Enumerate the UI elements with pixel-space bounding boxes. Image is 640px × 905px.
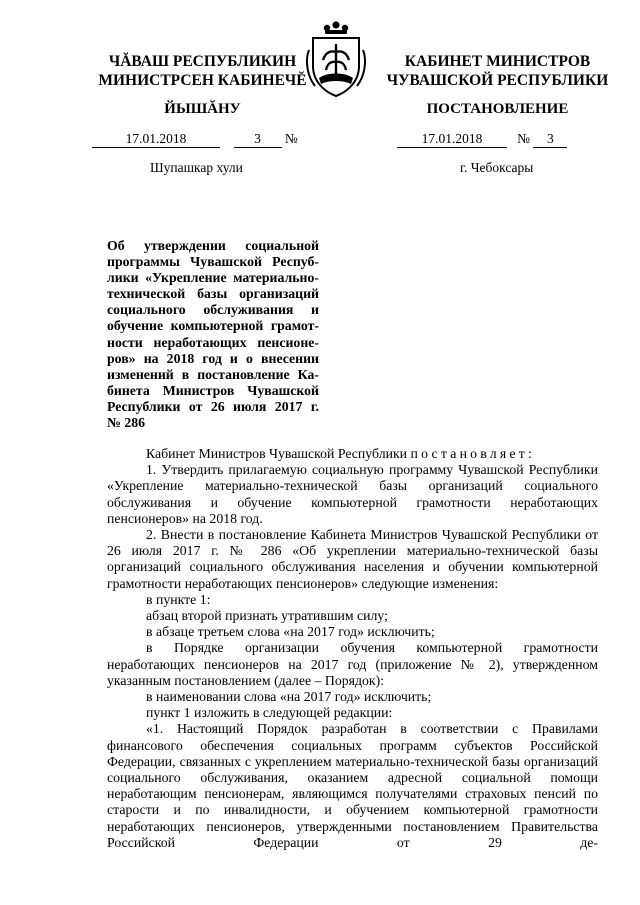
subject-line: обучение компьютерной грамот- (107, 318, 319, 334)
body-paragraph: «1. Настоящий Порядок разработан в соответствии с Правилами финансового обеспечения социальных программ субъектов Российской Федерации, связанных с укреплением материально-технической базы организаций социального обслуживания, оказанием адресной социальной помощи неработающим пенсионерам, являющимся получателями страховых пенсий по старости и по инвалидности, и обучением компьютерной грамотности неработающих пенсионеров, утвержденными постановлением Правительства Российской Федерации от 29 де- (107, 721, 598, 850)
registration-right (397, 131, 567, 148)
subject-line: изменений в постановление Ка- (107, 366, 319, 382)
body-paragraph: в абзаце третьем слова «на 2017 год» исключить; (146, 624, 435, 640)
body-paragraph: 2. Внести в постановление Кабинета Министров Чувашской Республики от 26 июля 2017 г. № 286 «Об укреплении материально-технической базы организаций социального обслуживания населения и обучении компьютерной грамотности неработающих пенсионеров» следующие изменения: (107, 527, 598, 591)
header-left-line-2: МИНИСТРСЕН КАБИНЕЧĔ (98, 72, 307, 89)
intro-prefix: Кабинет Министров Чувашской Республики (146, 446, 408, 461)
place-left: Шупашкар хули (150, 160, 243, 175)
header-right-line-2: ЧУВАШСКОЙ РЕСПУБЛИКИ (386, 72, 609, 89)
coat-of-arms-emblem (305, 20, 367, 98)
subject-line: технической базы организаций (107, 286, 319, 302)
document-subject (107, 238, 319, 431)
subject-line: Об утверждении социальной (107, 238, 319, 253)
subject-line: бинета Министров Чувашской (107, 382, 319, 398)
number-sign-left: № (284, 131, 298, 146)
subject-line: лики «Укрепление материально- (107, 270, 319, 286)
header-left-line-1: ЧĂВАШ РЕСПУБЛИКИН (108, 53, 297, 70)
place-right: г. Чебоксары (460, 160, 534, 175)
registration-number-right: 3 (533, 131, 567, 148)
registration-date-left: 17.01.2018 (92, 131, 220, 148)
body-paragraph: в наименовании слова «на 2017 год» исключить; (146, 689, 432, 705)
header-right-line-1: КАБИНЕТ МИНИСТРОВ (404, 53, 591, 70)
body-paragraph: абзац второй признать утратившим силу; (146, 608, 388, 624)
header-right-title (385, 52, 610, 90)
body-paragraph: в Порядке организации обучения компьютерной грамотности неработающих пенсионеров на 2017 год (приложение № 2), утвержденном указанным постановлением (далее – Порядок): (107, 640, 598, 688)
body-paragraph: пункт 1 изложить в следующей редакции: (146, 705, 393, 721)
intro-verb: постановляет: (410, 446, 536, 461)
doc-type-left: ЙЫШĂНУ (164, 101, 241, 117)
body-paragraph: 1. Утвердить прилагаемую социальную программу Чувашской Республики «Укрепление материально-технической базы организаций социального обслуживания и обучение компьютерной грамотности неработающих пенсионеров» на 2018 год. (107, 462, 598, 526)
doc-type-right: ПОСТАНОВЛЕНИЕ (426, 101, 569, 117)
number-sign-right: № (517, 131, 531, 146)
subject-line: программы Чувашской Респуб- (107, 254, 319, 270)
subject-line: ности неработающих пенсионе- (107, 334, 319, 350)
header-left-title (95, 52, 310, 90)
registration-left (92, 131, 298, 148)
body-paragraph: в пункте 1: (146, 591, 211, 607)
intro-paragraph (107, 446, 598, 462)
subject-line: Республики от 26 июля 2017 г. (107, 398, 319, 414)
subject-line: социального обслуживания и (107, 302, 319, 318)
subject-line: ров» на 2018 год и о внесении (107, 350, 319, 366)
document-body (107, 446, 598, 851)
registration-number-left: 3 (234, 131, 282, 148)
registration-date-right: 17.01.2018 (397, 131, 507, 148)
subject-line: № 286 (107, 415, 146, 431)
